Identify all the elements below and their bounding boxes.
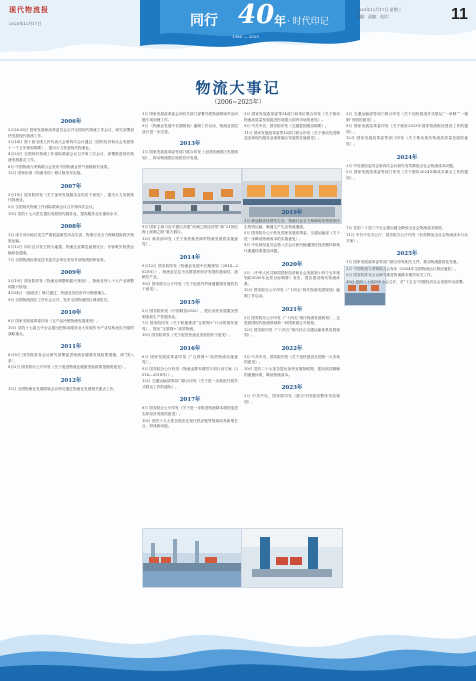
- year-heading: 2020年: [281, 261, 303, 268]
- column-3: [244, 112, 340, 406]
- event-entry: 3月 中共中央、国务院印发《关于加快建设全国统一大市场的意见》。: [244, 354, 340, 365]
- year-heading: 2019年: [281, 209, 303, 216]
- event-entry: 9月12日 国务院印发《物流业发展中长期规划（2014—2020年）》，物流业定位为支撑国民经济发展的基础性、战略性产业。: [142, 263, 238, 280]
- event-entry: 10月 国务院印发《关于促进快递业发展的若干意见》。: [142, 333, 233, 338]
- banner-anniversary-number: 40: [238, 0, 275, 30]
- event-entry: 9月 全国物流园区工作年会召开，发布全国物流园区调查报告。: [8, 297, 112, 302]
- event-entry: 6月 国家发展改革委印发《“互联网+”高效物流实施意见》。: [142, 354, 238, 365]
- event-entry: 7月 国务院印发《关于积极推进“互联网+”行动的指导意见》，提出“互联网+”高效物流。: [142, 321, 238, 331]
- column-4: [346, 112, 468, 287]
- year-heading: 2006年: [60, 119, 82, 125]
- banner-text-year: 年: [274, 14, 287, 28]
- event-entry: 9月 国务院办公厅转发《物流业降本增效专项行动方案（2016—2018年）》。: [142, 367, 238, 377]
- year-heading: 2008年: [60, 224, 82, 231]
- year-heading: 2009年: [60, 270, 82, 277]
- year-heading: 2011年: [60, 344, 82, 351]
- event-entry: 5月 国务院印发《中国制造2025》，提出加快发展服务型制造和生产性服务业。: [142, 308, 238, 319]
- event-entry: 3月10日 国务院印发《物流业调整和振兴规划》，物流业列入十大产业调整和振兴规划。: [8, 279, 134, 289]
- event-entry: 9月 《物流业发展中长期规划》编制工作启动，物流业顶层设计进一步完善。: [142, 124, 238, 134]
- event-entry: 3月 国家发展改革委等24部门和单位联合印发《关于推动物流高质量发展促进形成强大国内市场的意见》。: [244, 112, 340, 122]
- event-entry: 2月26-28日 国家发展和改革委员会召开全国现代物流工作会议，研究部署加快发展现代物流工作。: [8, 128, 134, 138]
- header-date-left: 2025年12月17日: [9, 21, 42, 26]
- page-title: 物流大事记: [195, 79, 281, 97]
- event-entry: 3月19日 国务院印发《关于加快发展服务业的若干意见》，提出大力发展现代物流业。: [8, 192, 134, 203]
- event-entry: 9月 国家主席习近平提出共建“丝绸之路经济带”和“21世纪海上丝绸之路”重大倡议。: [142, 224, 238, 235]
- year-heading: 2016年: [179, 345, 201, 352]
- event-entry: 6月8日 国务院常务会议研究部署促进物流业健康发展政策措施，即“国八条”。: [8, 353, 134, 363]
- event-entry: 10月 国务院办公厅印发《关于促进内贸流通健康发展的若干意见》。: [142, 281, 238, 292]
- event-entry: 6月 中国物流与采购联合会发布中国物流业景气指数研究成果。: [8, 164, 112, 169]
- event-entry: 11月 国家发展改革委等15部门联合印发《关于推动先进制造业和现代服务业深度融合发展的实施意见》。: [244, 130, 340, 141]
- terminal-photo: [241, 528, 343, 588]
- header-meta-editors: 采编：责编：电话：: [356, 14, 392, 19]
- footer-wave-decoration: [0, 601, 476, 681]
- event-entry: 9月 中共中央、国务院印发《交通强国建设纲要》。: [244, 124, 329, 129]
- event-entry: 4月24日 《邮政法》修订通过，快递业务经营许可制度确立。: [8, 291, 109, 296]
- event-entry: 12月 商务部印发《关于加快推进商贸物流发展的实施意见》。: [142, 236, 238, 247]
- event-entry: 4月23日 全国现代物流工作部际联席会议召开第三次会议，部署推进现代物流发展重点工作。: [8, 152, 134, 162]
- event-entry: 1月 国家发展改革委会同有关部门部署开展物流领域突出问题专项治理工作。: [142, 112, 238, 122]
- event-entry: 10月 党的十七届五中全会提出把推动服务业大发展作为产业结构优化升级的战略重点。: [8, 326, 134, 336]
- event-entry: 5月12日 四川汶川发生特大地震，物流企业紧急驰援灾区，开辟救灾物资运输绿色通道。: [8, 245, 134, 255]
- event-entry: 5月 国务院办公厅转发国家发展改革委、交通运输部《关于进一步降低物流成本的实施意见》。: [244, 231, 340, 241]
- event-entry: 2月 中共中央、国务院印发《数字中国建设整体布局规划》。: [244, 394, 340, 404]
- event-entry: 5月 国务院常务会议研究推进物流降本增效有关工作。: [346, 273, 435, 278]
- year-heading: 2012年: [60, 378, 82, 385]
- event-entry: 6月 国家发展改革委印发《农产品冷链物流发展规划》。: [8, 319, 101, 324]
- event-entry: 8月2日 国务院办公厅印发《关于促进物流业健康发展政策措施的意见》。: [8, 365, 129, 370]
- event-entry: 2月 中央财经委员会第四次会议研究有效降低全社会物流成本问题。: [346, 163, 457, 168]
- year-heading: 2025年: [396, 251, 418, 258]
- page-number: 11: [451, 6, 468, 23]
- event-entry: 5月 国家发展改革委等部门印发《关于做好2024年降成本重点工作的通知》。: [346, 170, 468, 180]
- event-entry: 11月 中共中央办公厅、国务院办公厅印发《有效降低全社会物流成本行动方案》。: [346, 232, 468, 243]
- column-2: [142, 112, 238, 431]
- event-entry: 12月 交通运输部等部门联合印发《关于进一步鼓励开展多式联运工作的通知》。: [142, 379, 238, 389]
- event-entry: 10月 党的十九大报告提出在现代供应链等领域培育新增长点、形成新动能。: [142, 418, 238, 429]
- event-entry: 12月 全国物流业发展联席会议审议通过物流业发展相关重点工作。: [8, 387, 118, 392]
- event-entry: 7月 党的二十届三中全会提出健全降低全社会物流成本制度。: [346, 226, 446, 231]
- year-heading: 2023年: [281, 385, 303, 392]
- year-heading: 2021年: [281, 306, 303, 313]
- event-entry: 8月 国务院办公厅印发《关于进一步推进物流降本增效促进实体经济发展的意见》。: [142, 406, 238, 417]
- year-heading: 2017年: [179, 397, 201, 404]
- event-entry: 10月 党的二十大报告提出加快发展物联网，建设高效顺畅的流通体系，降低物流成本。: [244, 367, 340, 377]
- ship-photo: [142, 528, 243, 588]
- column-1: [8, 112, 134, 394]
- year-heading: 2015年: [179, 299, 201, 306]
- banner-year-range: 1985 — 2025: [232, 34, 259, 39]
- event-entry: 9月 中央财经委员会第八次会议研究畅通国民经济循环和现代流通体系建设问题。: [244, 243, 340, 253]
- banner-text-left: 同行: [190, 13, 218, 29]
- event-entry: 10月 党的十七大报告提出发展现代服务业，提高服务业比重和水平。: [8, 211, 121, 216]
- banner-section-name: · 时代印记: [287, 17, 329, 27]
- event-entry: 5月 全国现代物流工作部际联席会议召开第四次会议。: [8, 204, 97, 209]
- header-meta-date: 2025年12月17日 星期三: [356, 7, 402, 12]
- event-entry: 1月 南方部分地区发生严重低温雨雪冰冻灾害，物流行业全力保障抢险救灾物资运输。: [8, 233, 134, 243]
- event-entry: 1月 国家发展改革委等部门联合印发《全国物流园区发展规划》，推动物流园区规范有序发展。: [142, 150, 238, 160]
- event-entry: 12月 国务院印发《“十四五”现代综合交通运输体系发展规划》。: [244, 327, 340, 338]
- year-heading: 2022年: [281, 345, 303, 352]
- newspaper-brand: 现代物流报: [9, 5, 49, 14]
- event-entry: 1月 国家发展改革委等部门联合印发相关文件，推动物流数智化发展。: [346, 260, 461, 265]
- year-heading: 2013年: [179, 141, 201, 148]
- event-entry: 1月 新冠肺炎疫情发生后，物流行业全力保障防疫物资和民生物资运输，畅通生产生活物流通道。: [244, 218, 340, 229]
- year-heading: 2014年: [179, 254, 201, 261]
- event-entry: 12月 国家标准《物流术语》修订版发布实施。: [8, 171, 84, 176]
- event-entry: 12月 国务院办公厅印发《“十四五”现代物流发展规划》编制工作启动。: [244, 288, 340, 298]
- event-entry: 9月 国家发展改革委印发《关于做好2023年国家物流枢纽建设工作的通知》。: [346, 124, 468, 134]
- year-heading: 2010年: [60, 310, 82, 317]
- year-heading: 2024年: [396, 154, 418, 161]
- event-entry: 3月 交通运输部等部门联合印发《关于加快推进多式联运“一单制”“一箱制”发展的意见》。: [346, 112, 468, 122]
- page-subtitle: （2006~2025年）: [211, 99, 265, 106]
- year-heading: 2007年: [60, 183, 82, 190]
- event-entry: 3月 《中华人民共和国国民经济和社会发展第十四个五年规划和2035年远景目标纲要》发布，提出建设现代物流体系。: [244, 270, 340, 286]
- event-entry: 3月 中国物流与采购联合会发布《2024年全国物流运行情况通报》。: [346, 266, 459, 271]
- event-entry: 10月 党的二十届四中全会召开，对“十五五”时期经济社会发展作出部署。: [346, 279, 467, 284]
- event-entry: 3月14日 第十届全国人民代表大会第四次会议通过《国民经济和社会发展第十一个五年规划纲要》，提出大力发展现代物流业。: [8, 140, 134, 150]
- event-entry: 12月 国家发展改革委等部门印发《关于推动现代物流高质量发展的意见》。: [346, 136, 468, 146]
- event-entry: 5月 国务院办公厅印发《“十四五”现代物流发展规划》，这是我国现代物流领域第一份国家级五年规划。: [244, 315, 340, 326]
- event-entry: 7月 全国物流标准化技术委员会审定发布多项物流国家标准。: [8, 257, 108, 262]
